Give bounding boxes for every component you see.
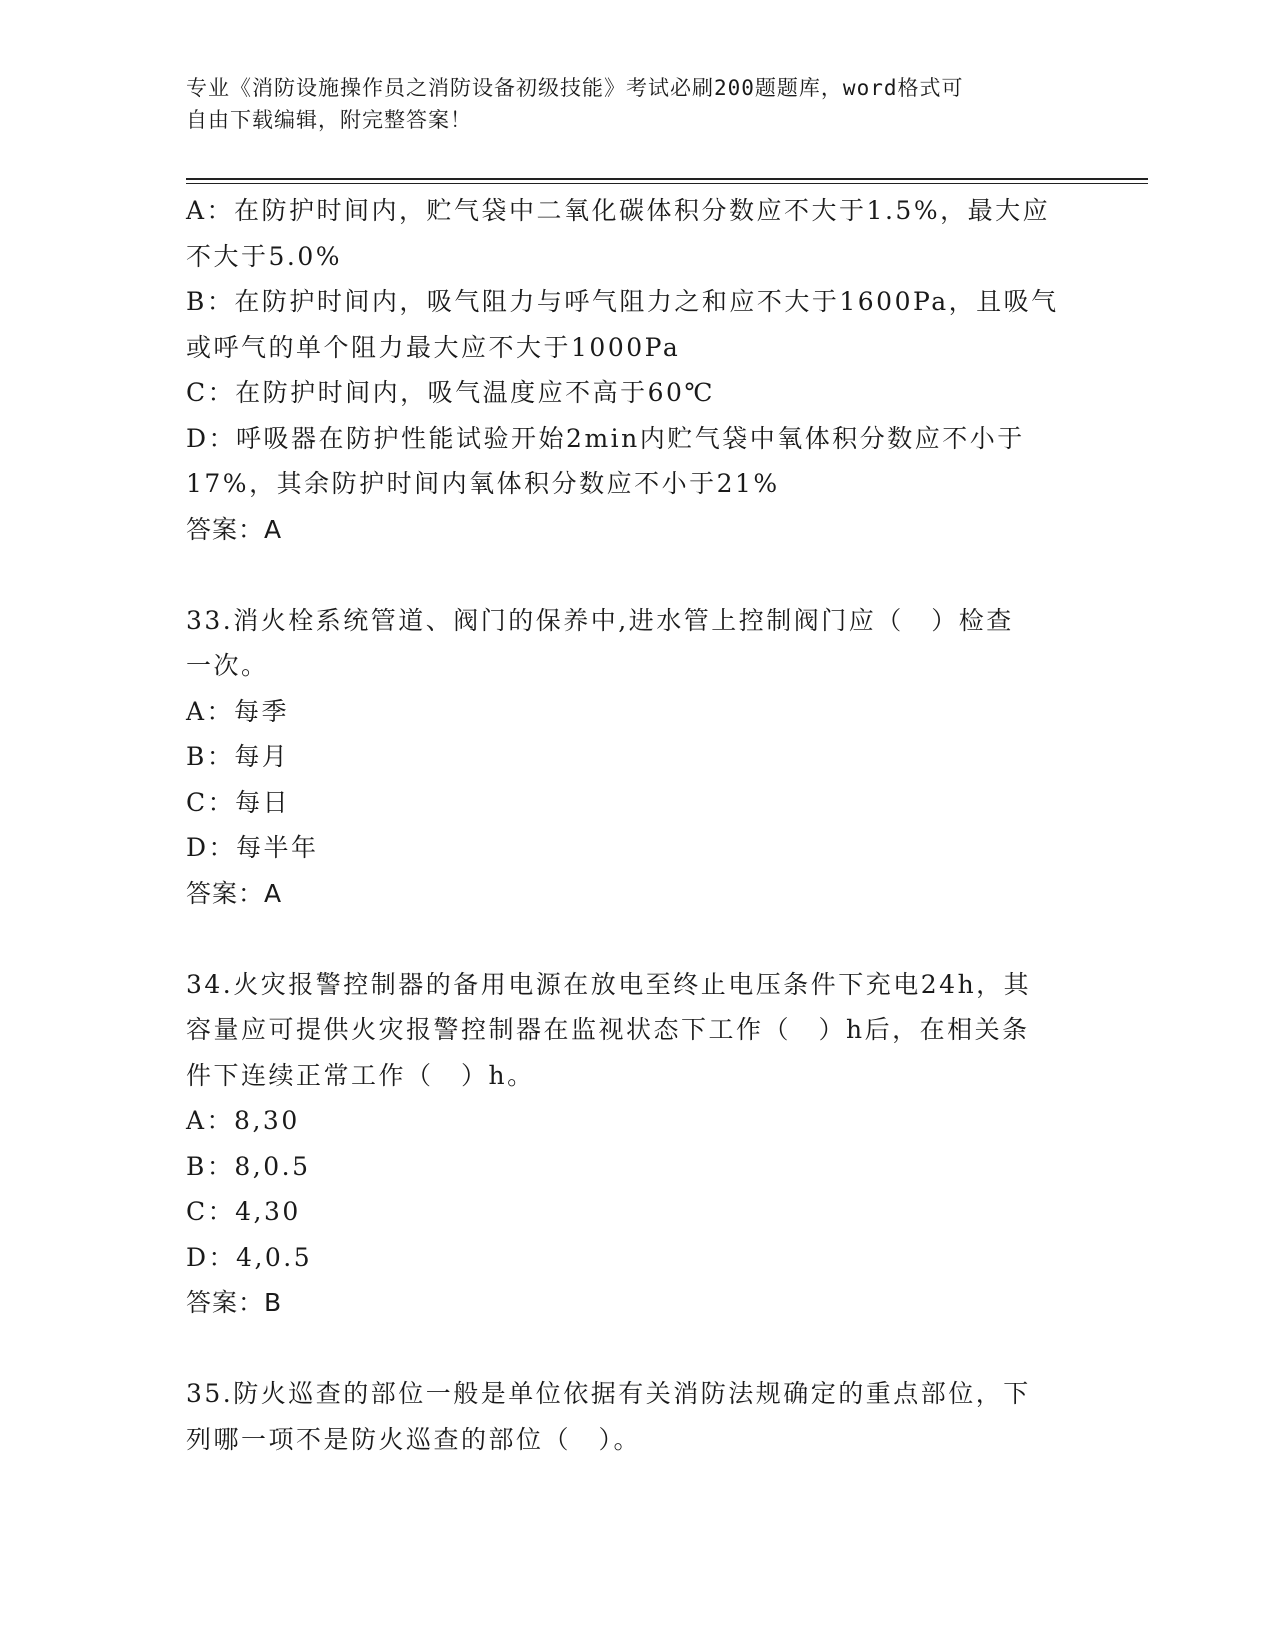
question-stem: 列哪一项不是防火巡查的部位（ ）。 xyxy=(186,1424,642,1454)
option-d-cont: 17%，其余防护时间内氧体积分数应不小于21% xyxy=(186,469,780,498)
question-33 xyxy=(186,598,1086,917)
option-a: A：每季 xyxy=(186,696,290,726)
option-a: A：8,30 xyxy=(186,1106,300,1135)
document-header xyxy=(186,72,1066,136)
header-line: 自由下载编辑，附完整答案！ xyxy=(186,108,472,132)
option-b: B：每月 xyxy=(186,742,290,771)
answer: 答案：A xyxy=(186,514,283,544)
header-divider-thin xyxy=(186,183,1148,184)
option-d: D：每半年 xyxy=(186,833,319,862)
question-stem: 容量应可提供火灾报警控制器在监视状态下工作（ ）h后，在相关条 xyxy=(186,1015,1030,1044)
option-d: D：4,0.5 xyxy=(186,1242,313,1272)
option-b-cont: 或呼气的单个阻力最大应不大于1000Pa xyxy=(186,332,681,362)
question-stem: 33.消火栓系统管道、阀门的保养中,进水管上控制阀门应（ ）检查 xyxy=(186,605,1014,635)
option-d: D：呼吸器在防护性能试验开始2min内贮气袋中氧体积分数应不小于 xyxy=(186,423,1025,453)
option-a-cont: 不大于5.0% xyxy=(186,241,343,271)
question-stem: 一次。 xyxy=(186,651,269,680)
document-body xyxy=(186,188,1086,1462)
option-c: C：4,30 xyxy=(186,1197,301,1226)
prev-question xyxy=(186,188,1086,552)
header-line: 专业《消防设施操作员之消防设备初级技能》考试必刷200题题库，word格式可 xyxy=(186,76,964,100)
option-c: C：每日 xyxy=(186,787,291,817)
answer: 答案：B xyxy=(186,1288,283,1317)
option-c: C：在防护时间内，吸气温度应不高于60℃ xyxy=(186,378,715,407)
option-b: B：在防护时间内，吸气阻力与呼气阻力之和应不大于1600Pa，且吸气 xyxy=(186,287,1059,316)
question-stem: 35.防火巡查的部位一般是单位依据有关消防法规确定的重点部位，下 xyxy=(186,1379,1031,1408)
question-35 xyxy=(186,1371,1086,1462)
header-divider xyxy=(186,178,1148,180)
question-stem: 件下连续正常工作（ ）h。 xyxy=(186,1060,535,1090)
option-a: A：在防护时间内，贮气袋中二氧化碳体积分数应不大于1.5%，最大应 xyxy=(186,196,1051,225)
question-stem: 34.火灾报警控制器的备用电源在放电至终止电压条件下充电24h，其 xyxy=(186,969,1032,999)
option-b: B：8,0.5 xyxy=(186,1151,311,1181)
answer: 答案：A xyxy=(186,878,283,908)
question-34 xyxy=(186,962,1086,1326)
